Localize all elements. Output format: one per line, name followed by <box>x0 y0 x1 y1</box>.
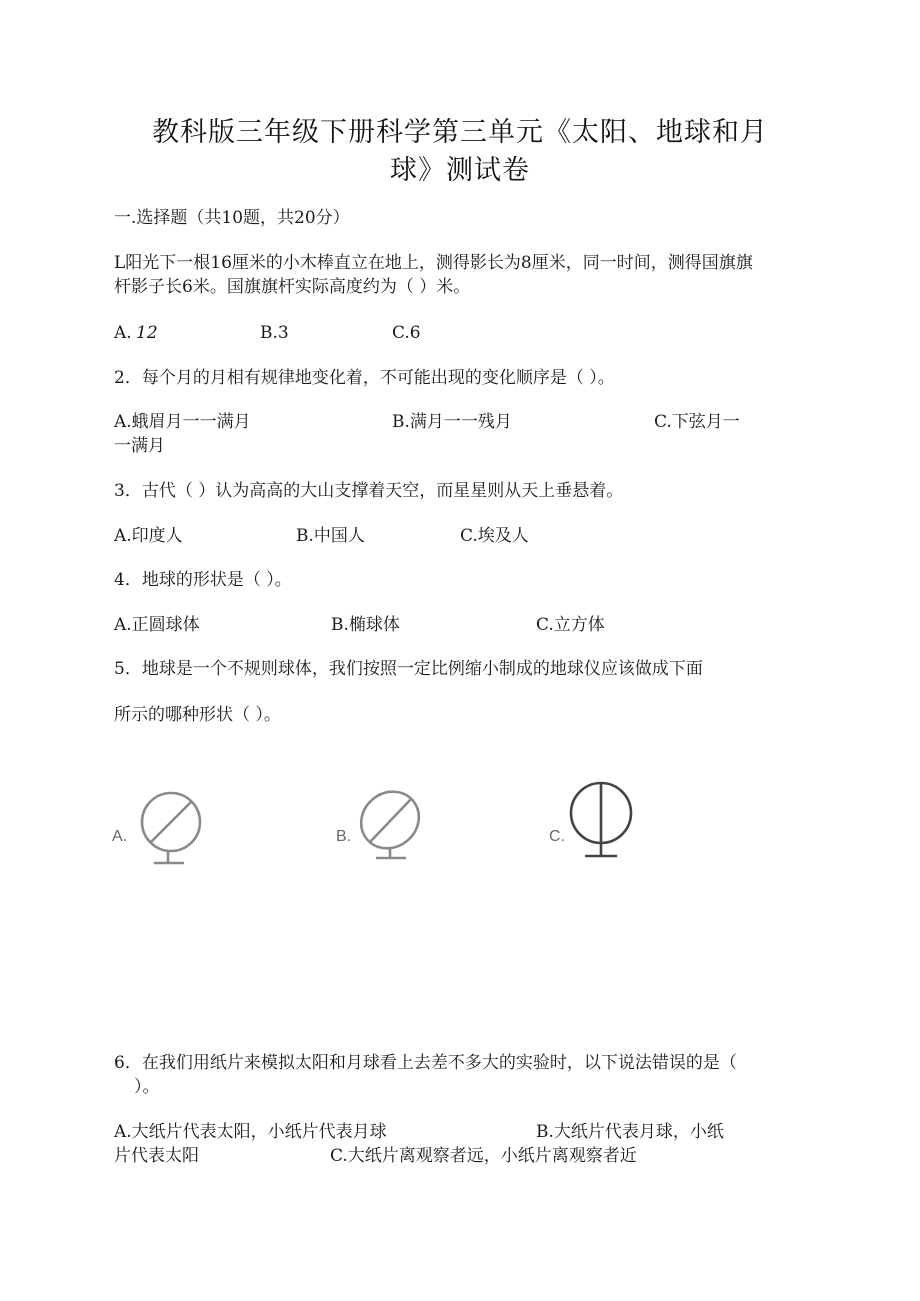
question-1-option-b: B.3 <box>260 323 289 343</box>
question-2-option-c: C.下弦月一 <box>654 412 740 432</box>
question-6-option-b-continued: 片代表太阳 <box>114 1146 199 1166</box>
question-3-option-a: A.印度人 <box>114 526 183 546</box>
question-2-option-b: B.满月一一残月 <box>392 412 512 432</box>
question-1-option-a-prefix: A. <box>114 323 132 343</box>
section-heading: 一.选择题（共10题，共20分） <box>114 208 350 228</box>
question-1-stem-line1: L阳光下一根16厘米的小木棒直立在地上，测得影长为8厘米，同一时间，测得国旗旗 <box>114 253 753 273</box>
question-3-stem: 3．古代（ ）认为高高的大山支撑着天空，而星星则从天上垂悬着。 <box>114 481 624 501</box>
question-4-option-b: B.椭球体 <box>331 615 400 635</box>
question-5-stem-line1: 5．地球是一个不规则球体，我们按照一定比例缩小制成的地球仪应该做成下面 <box>114 659 703 679</box>
figure-c-label: C. <box>549 828 565 845</box>
question-4-option-c: C.立方体 <box>536 615 605 635</box>
figure-b-label: B. <box>336 828 352 845</box>
exam-title-line1: 教科版三年级下册科学第三单元《太阳、地球和月 <box>152 117 768 148</box>
question-2-option-a: A.蛾眉月一一满月 <box>114 412 251 432</box>
question-6-option-c: C.大纸片离观察者远，小纸片离观察者近 <box>330 1146 637 1166</box>
question-6-stem-line2: ）。 <box>134 1077 160 1097</box>
question-2-stem: 2．每个月的月相有规律地变化着，不可能出现的变化顺序是（ ）。 <box>114 368 615 388</box>
question-6-option-b: B.大纸片代表月球，小纸 <box>536 1122 724 1142</box>
question-6-option-a: A.大纸片代表太阳，小纸片代表月球 <box>114 1122 387 1142</box>
question-4-option-a: A.正圆球体 <box>114 615 200 635</box>
question-4-stem: 4．地球的形状是（ ）。 <box>114 570 292 590</box>
figure-b-oblate-globe <box>352 782 462 882</box>
figure-c-upright-globe <box>566 778 676 878</box>
question-1-option-c: C.6 <box>392 323 421 343</box>
figure-a-label: A. <box>112 828 128 845</box>
question-3-option-c: C.埃及人 <box>460 526 529 546</box>
question-2-option-c-continued: 一满月 <box>114 436 165 456</box>
exam-title-line2: 球》测试卷 <box>390 155 530 186</box>
question-1-option-a-value: 12 <box>136 323 158 343</box>
question-6-stem-line1: 6．在我们用纸片来模拟太阳和月球看上去差不多大的实验时，以下说法错误的是（ <box>114 1053 737 1073</box>
question-3-option-b: B.中国人 <box>296 526 365 546</box>
question-5-stem-line2: 所示的哪种形状（ ）。 <box>114 705 281 725</box>
figure-a-round-globe <box>130 785 240 885</box>
question-1-stem-line2: 杆影子长6米。国旗旗杆实际高度约为（ ）米。 <box>114 277 471 297</box>
